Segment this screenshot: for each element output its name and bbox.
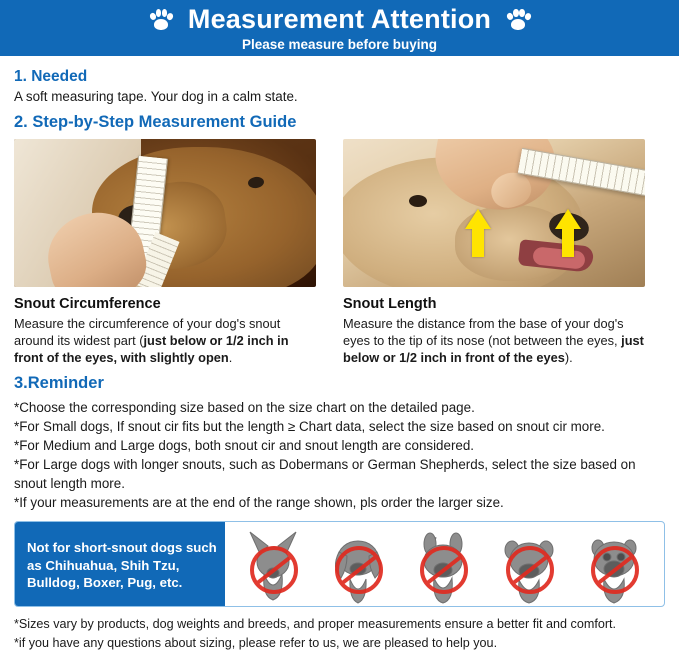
caption-text-circumference xyxy=(14,315,316,366)
paw-icon-left xyxy=(148,8,174,32)
french-bulldog-icon xyxy=(408,524,480,604)
reminder-line-1: *Choose the corresponding size based on the size chart on the detailed page. xyxy=(14,400,475,416)
content-body xyxy=(0,56,679,607)
caption-title-length: Snout Length xyxy=(343,296,437,313)
up-arrow-icon-2 xyxy=(555,209,581,229)
section-heading-reminder: 3.Reminder xyxy=(14,374,104,393)
footer-notes xyxy=(0,607,679,652)
short-snout-warning-box xyxy=(14,521,665,607)
snout-length-photo xyxy=(343,139,645,287)
page-title: Measurement Attention xyxy=(187,4,492,35)
paw-icon-right xyxy=(505,8,531,32)
up-arrow-icon-1 xyxy=(465,209,491,229)
header-banner xyxy=(0,0,679,56)
page-subtitle: Please measure before buying xyxy=(241,37,438,53)
guide-card-circumference xyxy=(14,139,316,366)
needed-text: A soft measuring tape. Your dog in a calm state. xyxy=(14,89,298,104)
footer-line-1: *Sizes vary by products, dog weights and breeds, and proper measurements ensure a better fit and comfort. xyxy=(14,617,617,632)
prohibited-icon xyxy=(506,546,554,594)
warning-text: Not for short-snout dogs such as Chihuahua, Shih Tzu, Bulldog, Boxer, Pug, etc. xyxy=(15,522,225,606)
prohibited-icon xyxy=(250,546,298,594)
reminder-line-5: *If your measurements are at the end of the range shown, pls order the larger size. xyxy=(14,495,504,511)
caption-text-part1: Measure the circumference of your dog's snout around its widest part ( xyxy=(14,316,281,349)
chihuahua-icon xyxy=(238,524,310,604)
caption-text-bold: just below or 1/2 inch in front of the eyes, with slightly open xyxy=(14,333,289,366)
banner-title-row xyxy=(148,6,531,33)
caption-text-part2: ). xyxy=(564,350,573,366)
pug-icon xyxy=(579,524,651,604)
section-heading-needed: 1. Needed xyxy=(14,68,88,85)
shih-tzu-icon xyxy=(323,524,395,604)
caption-title-circumference: Snout Circumference xyxy=(14,296,161,313)
caption-text-bold: just below or 1/2 inch in front of the eyes xyxy=(343,333,644,366)
footer-line-2: *if you have any questions about sizing, please refer to us, we are pleased to help you. xyxy=(14,635,498,650)
boxer-icon xyxy=(494,524,566,604)
caption-text-part1: Measure the distance from the base of your dog's eyes to the tip of its nose (not between the eyes, xyxy=(343,316,624,349)
reminder-line-4: *For Large dogs with longer snouts, such as Dobermans or German Shepherds, select the size based on snout length more. xyxy=(14,457,636,492)
guide-card-length xyxy=(343,139,645,366)
caption-text-part2: . xyxy=(228,350,233,366)
snout-circumference-photo xyxy=(14,139,316,287)
reminder-line-2: *For Small dogs, If snout cir fits but the length ≥ Chart data, select the size based on snout cir more. xyxy=(14,419,605,435)
section-heading-guide: 2. Step-by-Step Measurement Guide xyxy=(14,113,297,132)
reminder-line-3: *For Medium and Large dogs, both snout cir and snout length are considered. xyxy=(14,438,475,454)
guide-cards xyxy=(14,139,665,366)
reminder-list xyxy=(14,398,665,512)
excluded-breeds-icons xyxy=(225,522,664,606)
caption-text-length xyxy=(343,315,645,366)
